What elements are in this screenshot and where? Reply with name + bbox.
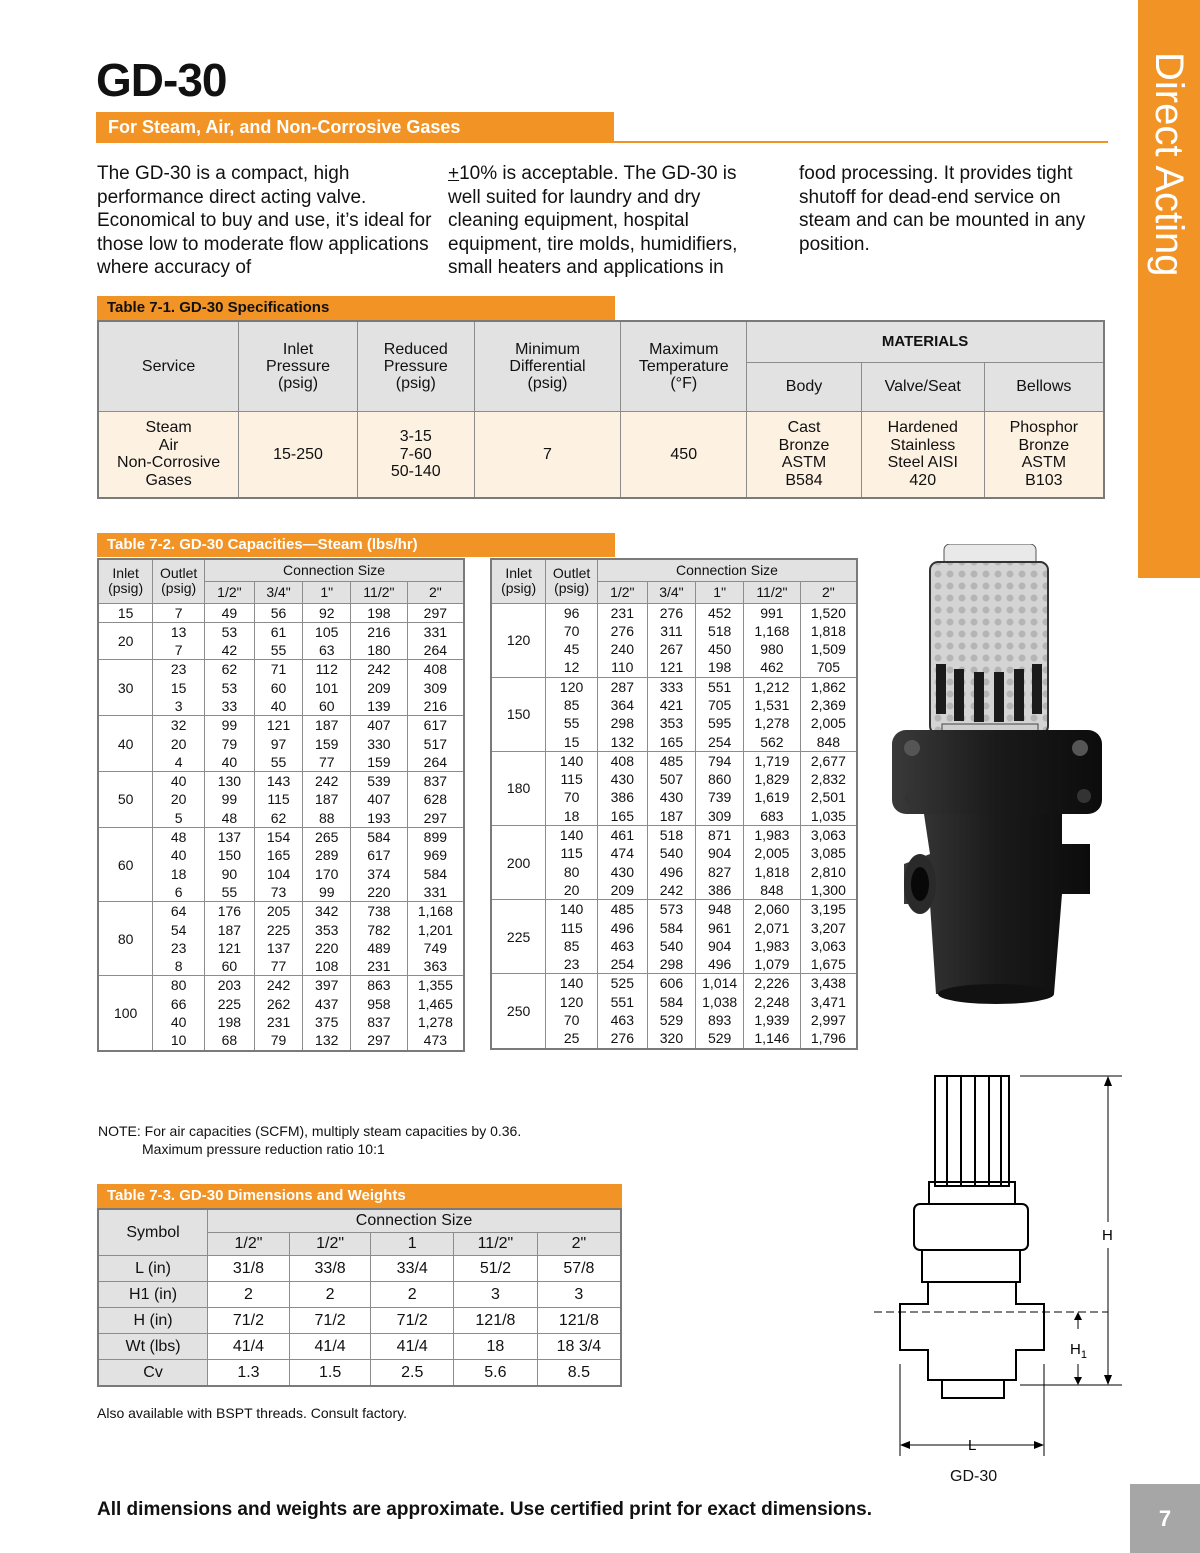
th-outlet: Outlet (psig): [153, 559, 205, 603]
cell-outlet: 40 20 5: [153, 772, 205, 828]
table-row: [98, 828, 464, 902]
cell-capacity: 297: [407, 603, 464, 622]
cell-capacity: 863 958 837 297: [351, 976, 408, 1051]
cell-capacity: 198: [351, 603, 408, 622]
cell-capacity: 1,983 2,005 1,818 848: [744, 826, 801, 900]
cell-inlet: 30: [98, 660, 153, 716]
cell-inlet: 225: [491, 900, 546, 974]
table2-caption: Table 7-2. GD-30 Capacities—Steam (lbs/hr): [107, 536, 418, 553]
cell-symbol: Wt (lbs): [98, 1333, 208, 1359]
table-row: [98, 411, 1104, 498]
cell-min-diff: 7: [474, 411, 621, 498]
cell-inlet: 150: [491, 677, 546, 751]
cell-capacity: 525 551 463 276: [598, 974, 648, 1049]
th-size: 2": [537, 1232, 621, 1255]
cell-capacity: 205 225 137 77: [254, 902, 303, 976]
cell-capacity: 794 860 739 309: [696, 751, 744, 825]
cell-capacity: 584 617 374 220: [351, 828, 408, 902]
cell-capacity: 573 584 540 298: [647, 900, 696, 974]
cell-capacity: 1,212 1,531 1,278 562: [744, 677, 801, 751]
cell-value: 71/2: [289, 1307, 371, 1333]
page-number-box: [1130, 1484, 1200, 1553]
cell-capacity: 871 904 827 386: [696, 826, 744, 900]
cell-value: 71/2: [371, 1307, 454, 1333]
cell-outlet: 140 115 85 23: [546, 900, 598, 974]
th-size: 1": [696, 581, 744, 603]
cell-outlet: 140 115 80 20: [546, 826, 598, 900]
cell-capacity: 92: [303, 603, 351, 622]
cell-capacity: 837 628 297: [407, 772, 464, 828]
cell-capacity: 61 55: [254, 622, 303, 660]
cell-inlet: 200: [491, 826, 546, 900]
cell-capacity: 216 180: [351, 622, 408, 660]
table-row: [98, 1333, 621, 1359]
cell-symbol: H (in): [98, 1307, 208, 1333]
th-valve-seat: Valve/Seat: [861, 362, 984, 411]
th-size: 1": [303, 581, 351, 603]
cell-capacity: 53 42: [205, 622, 255, 660]
cell-capacity: 99 79 40: [205, 716, 255, 772]
cell-outlet: 64 54 23 8: [153, 902, 205, 976]
table-row: [98, 976, 464, 1051]
cell-outlet: 7: [153, 603, 205, 622]
cell-capacity: 342 353 220 108: [303, 902, 351, 976]
cell-bellows: Phosphor Bronze ASTM B103: [984, 411, 1104, 498]
intro-column-2: [448, 162, 768, 280]
cell-capacity: 242 209 139: [351, 660, 408, 716]
cell-value: 51/2: [454, 1255, 538, 1281]
cell-inlet: 120: [491, 603, 546, 677]
cell-value: 33/4: [371, 1255, 454, 1281]
cell-outlet: 140 115 70 18: [546, 751, 598, 825]
th-reduced-pressure: Reduced Pressure (psig): [357, 321, 474, 411]
label-h1: $H_1$: [1070, 1341, 1087, 1361]
capacity-note-2: Maximum pressure reduction ratio 10:1: [142, 1141, 385, 1157]
th-size: 1/2": [598, 581, 648, 603]
cell-capacity: 1,014 1,038 893 529: [696, 974, 744, 1049]
cell-value: 8.5: [537, 1359, 621, 1386]
th-inlet: Inlet (psig): [491, 559, 546, 603]
cell-value: 33/8: [289, 1255, 371, 1281]
cell-value: 2.5: [371, 1359, 454, 1386]
table-row: [491, 677, 857, 751]
cell-inlet: 250: [491, 974, 546, 1049]
cell-capacity: 112 101 60: [303, 660, 351, 716]
table-row: [98, 902, 464, 976]
label-h: H: [1102, 1227, 1113, 1244]
cell-value: 3: [454, 1281, 538, 1307]
cell-value: 5.6: [454, 1359, 538, 1386]
th-size: 3/4": [254, 581, 303, 603]
cell-value: 1.5: [289, 1359, 371, 1386]
cell-capacity: 991 1,168 980 462: [744, 603, 801, 677]
cell-capacity: 130 99 48: [205, 772, 255, 828]
cell-outlet: 48 40 18 6: [153, 828, 205, 902]
table1-caption-bar: [97, 296, 615, 320]
header-rule: [96, 141, 1108, 143]
cell-capacity: 461 474 430 209: [598, 826, 648, 900]
cell-capacity: 452 518 450 198: [696, 603, 744, 677]
cell-value: 3: [537, 1281, 621, 1307]
drawing-caption: GD-30: [950, 1468, 998, 1485]
cell-outlet: 23 15 3: [153, 660, 205, 716]
cell-inlet: 15: [98, 603, 153, 622]
cell-value: 121/8: [537, 1307, 621, 1333]
th-size: 11/2": [744, 581, 801, 603]
cell-capacity: 617 517 264: [407, 716, 464, 772]
cell-symbol: L (in): [98, 1255, 208, 1281]
th-inlet-pressure: Inlet Pressure (psig): [239, 321, 358, 411]
cell-capacity: 1,355 1,465 1,278 473: [407, 976, 464, 1051]
table-row: [491, 974, 857, 1049]
cell-value: 41/4: [371, 1333, 454, 1359]
capacity-note: NOTE: For air capacities (SCFM), multiply steam capacities by 0.36.: [98, 1123, 522, 1139]
cell-inlet: 50: [98, 772, 153, 828]
cell-capacity: 242 187 88: [303, 772, 351, 828]
th-symbol: Symbol: [98, 1209, 208, 1255]
th-max-temperature: Maximum Temperature (°F): [621, 321, 747, 411]
intro-column-1: The GD-30 is a compact, high performance direct acting valve. Economical to buy and use, it’s ideal for those low to moderate flow applications where accuracy of: [97, 163, 432, 279]
th-min-differential: Minimum Differential (psig): [474, 321, 621, 411]
cell-value: 1.3: [208, 1359, 290, 1386]
capacities-table-left: [97, 558, 465, 1052]
bspt-note: Also available with BSPT threads. Consult factory.: [97, 1405, 407, 1421]
cell-capacity: 738 782 489 231: [351, 902, 408, 976]
cell-capacity: 3,438 3,471 2,997 1,796: [800, 974, 857, 1049]
subtitle: For Steam, Air, and Non-Corrosive Gases: [108, 117, 461, 137]
cell-capacity: 408 430 386 165: [598, 751, 648, 825]
cell-value: 71/2: [208, 1307, 290, 1333]
table-row: [491, 900, 857, 974]
cell-capacity: 1,719 1,829 1,619 683: [744, 751, 801, 825]
cell-value: 18 3/4: [537, 1333, 621, 1359]
cell-value: 57/8: [537, 1255, 621, 1281]
cell-outlet: 120 85 55 15: [546, 677, 598, 751]
cell-capacity: 2,226 2,248 1,939 1,146: [744, 974, 801, 1049]
th-service: Service: [98, 321, 239, 411]
page-number: 7: [1158, 1506, 1172, 1531]
th-size: 1/2": [205, 581, 255, 603]
cell-value: 2: [371, 1281, 454, 1307]
cell-capacity: 287 364 298 132: [598, 677, 648, 751]
plus-minus-sign: +: [448, 163, 460, 184]
cell-capacity: 265 289 170 99: [303, 828, 351, 902]
table-row: [98, 622, 464, 660]
th-bellows: Bellows: [984, 362, 1104, 411]
footer-note: All dimensions and weights are approximate. Use certified print for exact dimensions.: [97, 1499, 872, 1520]
cell-value: 41/4: [208, 1333, 290, 1359]
cell-capacity: 408 309 216: [407, 660, 464, 716]
cell-inlet: 15-250: [239, 411, 358, 498]
cell-capacity: 331 264: [407, 622, 464, 660]
cell-inlet: 20: [98, 622, 153, 660]
cell-capacity: 407 330 159: [351, 716, 408, 772]
cell-symbol: Cv: [98, 1359, 208, 1386]
table-row: [98, 1307, 621, 1333]
cell-value: 41/4: [289, 1333, 371, 1359]
cell-valve-seat: Hardened Stainless Steel AISI 420: [861, 411, 984, 498]
cell-capacity: 71 60 40: [254, 660, 303, 716]
cell-service: Steam Air Non-Corrosive Gases: [98, 411, 239, 498]
cell-capacity: 62 53 33: [205, 660, 255, 716]
intro-column-2-text: 10% is acceptable. The GD-30 is well suited for laundry and dry cleaning equipment, hospital equipment, tire molds, humidifiers, small heaters and applications in: [448, 163, 738, 279]
cell-capacity: 105 63: [303, 622, 351, 660]
cell-capacity: 1,520 1,818 1,509 705: [800, 603, 857, 677]
cell-reduced: 3-15 7-60 50-140: [357, 411, 474, 498]
cell-capacity: 3,195 3,207 3,063 1,675: [800, 900, 857, 974]
cell-capacity: 203 225 198 68: [205, 976, 255, 1051]
specifications-table: [97, 320, 1105, 499]
cell-inlet: 100: [98, 976, 153, 1051]
table-row: [98, 716, 464, 772]
cell-capacity: 948 961 904 496: [696, 900, 744, 974]
cell-capacity: 143 115 62: [254, 772, 303, 828]
cell-capacity: 333 421 353 165: [647, 677, 696, 751]
cell-value: 2: [289, 1281, 371, 1307]
cell-capacity: 485 507 430 187: [647, 751, 696, 825]
table-row: [491, 751, 857, 825]
th-size: 11/2": [454, 1232, 538, 1255]
th-size: 1: [371, 1232, 454, 1255]
cell-capacity: 518 540 496 242: [647, 826, 696, 900]
cell-capacity: 276 311 267 121: [647, 603, 696, 677]
table1-caption: Table 7-1. GD-30 Specifications: [107, 299, 330, 316]
intro-column-3: food processing. It provides tight shutoff for dead-end service on steam and can be mounted in any position.: [799, 163, 1086, 255]
cell-capacity: 231 276 240 110: [598, 603, 648, 677]
label-l: L: [968, 1437, 977, 1454]
cell-capacity: 899 969 584 331: [407, 828, 464, 902]
cell-capacity: 551 705 595 254: [696, 677, 744, 751]
cell-outlet: 13 7: [153, 622, 205, 660]
cell-symbol: H1 (in): [98, 1281, 208, 1307]
th-size: 1/2": [289, 1232, 371, 1255]
cell-capacity: 137 150 90 55: [205, 828, 255, 902]
dimension-drawing: [860, 1064, 1130, 1464]
valve-photo: [884, 544, 1114, 1014]
table-row: [98, 1359, 621, 1386]
th-size: 11/2": [351, 581, 408, 603]
capacities-table-right: [490, 558, 858, 1050]
th-size: 3/4": [647, 581, 696, 603]
cell-capacity: 56: [254, 603, 303, 622]
table2-caption-bar: [97, 533, 615, 557]
cell-capacity: 1,168 1,201 749 363: [407, 902, 464, 976]
section-tab-label: Direct Acting: [1147, 52, 1191, 277]
cell-outlet: 140 120 70 25: [546, 974, 598, 1049]
cell-capacity: 154 165 104 73: [254, 828, 303, 902]
cell-inlet: 40: [98, 716, 153, 772]
table-row: [491, 603, 857, 677]
cell-capacity: 3,063 3,085 2,810 1,300: [800, 826, 857, 900]
th-size: 1/2": [208, 1232, 290, 1255]
cell-outlet: 32 20 4: [153, 716, 205, 772]
cell-value: 121/8: [454, 1307, 538, 1333]
table-row: [491, 826, 857, 900]
table-row: [98, 660, 464, 716]
cell-outlet: 80 66 40 10: [153, 976, 205, 1051]
cell-value: 18: [454, 1333, 538, 1359]
dimensions-table: [97, 1208, 622, 1387]
cell-capacity: 187 159 77: [303, 716, 351, 772]
th-outlet: Outlet (psig): [546, 559, 598, 603]
table3-caption-bar: [97, 1184, 622, 1208]
th-materials: MATERIALS: [747, 321, 1104, 362]
cell-inlet: 80: [98, 902, 153, 976]
cell-inlet: 180: [491, 751, 546, 825]
label-h1-subscript: 1: [1080, 1349, 1087, 1361]
page-title: GD-30: [96, 54, 227, 106]
cell-capacity: 485 496 463 254: [598, 900, 648, 974]
section-tab: [1138, 0, 1200, 578]
th-size: 2": [407, 581, 464, 603]
th-body: Body: [747, 362, 862, 411]
cell-capacity: 397 437 375 132: [303, 976, 351, 1051]
cell-capacity: 1,862 2,369 2,005 848: [800, 677, 857, 751]
cell-capacity: 121 97 55: [254, 716, 303, 772]
cell-capacity: 242 262 231 79: [254, 976, 303, 1051]
cell-inlet: 60: [98, 828, 153, 902]
table-row: [98, 1281, 621, 1307]
cell-value: 2: [208, 1281, 290, 1307]
cell-max-temp: 450: [621, 411, 747, 498]
table-row: [98, 772, 464, 828]
cell-capacity: 2,677 2,832 2,501 1,035: [800, 751, 857, 825]
table-row: [98, 603, 464, 622]
cell-body: Cast Bronze ASTM B584: [747, 411, 862, 498]
cell-capacity: 539 407 193: [351, 772, 408, 828]
cell-capacity: 49: [205, 603, 255, 622]
th-size: 2": [800, 581, 857, 603]
table-row: [98, 1255, 621, 1281]
cell-value: 31/8: [208, 1255, 290, 1281]
th-connection-size: Connection Size: [598, 559, 858, 581]
th-connection-size: Connection Size: [205, 559, 464, 581]
cell-outlet: 96 70 45 12: [546, 603, 598, 677]
cell-capacity: 606 584 529 320: [647, 974, 696, 1049]
table3-caption: Table 7-3. GD-30 Dimensions and Weights: [107, 1187, 406, 1204]
cell-capacity: 2,060 2,071 1,983 1,079: [744, 900, 801, 974]
cell-capacity: 176 187 121 60: [205, 902, 255, 976]
th-inlet: Inlet (psig): [98, 559, 153, 603]
th-connection-size: Connection Size: [208, 1209, 621, 1232]
